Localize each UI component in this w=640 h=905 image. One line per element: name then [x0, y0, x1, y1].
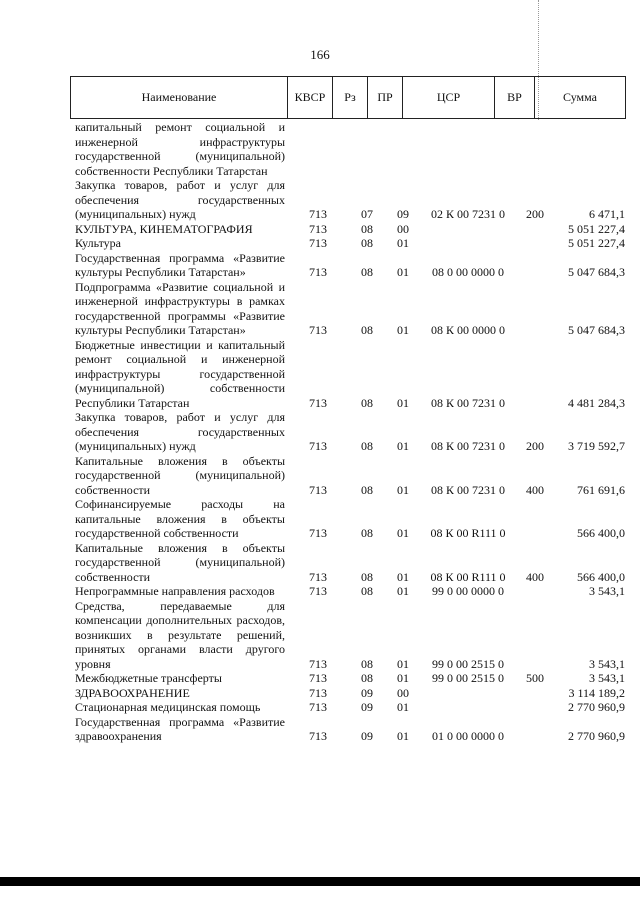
cell-rz: 09 [361, 685, 373, 700]
cell-name: Культура [75, 236, 121, 250]
cell-csr: 01 0 00 0000 0 [432, 729, 504, 743]
cell-name: Закупка товаров, работ и услуг для обеспечения государственных (муниципальных) нужд [75, 178, 285, 221]
cell-rz: 08 [361, 569, 373, 584]
table-row [75, 686, 625, 701]
cell-name: Непрограммные направления расходов [75, 584, 275, 598]
cell-csr: 08 К 00 7231 0 [430, 395, 505, 410]
cell-sum: 566 400,0 [577, 569, 625, 584]
cell-kvsr: 713 [309, 221, 327, 236]
cell-sum: 761 691,6 [577, 482, 625, 497]
cell-pr: 01 [397, 265, 409, 279]
table-row [75, 541, 625, 585]
table-row [75, 338, 625, 411]
cell-vr: 200 [526, 207, 544, 221]
cell-name: капитальный ремонт социальной и инженерной инфраструктуры государственной (муниципальной) собственности Республики Татарстан [75, 120, 285, 178]
table-row [75, 584, 625, 599]
cell-kvsr: 713 [309, 439, 327, 453]
cell-rz: 07 [361, 207, 373, 221]
table-row [75, 410, 625, 454]
header-sum: Сумма [563, 90, 597, 104]
cell-name: Государственная программа «Развитие здравоохранения [75, 714, 285, 743]
cell-kvsr: 713 [309, 729, 327, 743]
cell-rz: 08 [361, 482, 373, 497]
cell-name: Межбюджетные трансферты [75, 671, 222, 685]
header-rz: Рз [333, 77, 368, 118]
cell-pr: 01 [397, 656, 409, 671]
cell-vr: 400 [526, 569, 544, 584]
cell-sum: 566 400,0 [577, 526, 625, 540]
scan-bottom-border [0, 877, 640, 886]
cell-rz: 09 [361, 729, 373, 743]
cell-pr: 01 [397, 395, 409, 410]
cell-rz: 08 [361, 221, 373, 236]
cell-csr: 99 0 00 2515 0 [432, 656, 504, 671]
cell-kvsr: 713 [309, 584, 327, 598]
cell-rz: 09 [361, 700, 373, 714]
cell-kvsr: 713 [309, 700, 327, 714]
cell-sum: 6 471,1 [589, 207, 625, 221]
cell-rz: 08 [361, 265, 373, 279]
table-row [75, 236, 625, 251]
table-row [75, 715, 625, 744]
cell-sum: 3 543,1 [589, 656, 625, 671]
cell-name: Государственная программа «Развитие культуры Республики Татарстан» [75, 250, 285, 279]
cell-pr: 09 [397, 207, 409, 221]
cell-vr: 500 [526, 671, 544, 685]
cell-name: Бюджетные инвестиции и капитальный ремонт социальной и инженерной инфраструктуры государственной (муниципальной) собственности Республики Татарстан [75, 337, 285, 410]
cell-csr: 08 К 00 R111 0 [430, 569, 506, 584]
cell-vr: 400 [526, 482, 544, 497]
cell-name: ЗДРАВООХРАНЕНИЕ [75, 685, 190, 700]
cell-pr: 01 [397, 700, 409, 714]
cell-sum: 5 051 227,4 [568, 221, 625, 236]
cell-csr: 08 К 00 0000 0 [430, 323, 505, 337]
table-header [70, 76, 626, 119]
table-row [75, 454, 625, 498]
cell-sum: 3 543,1 [589, 584, 625, 598]
table-row [75, 251, 625, 280]
cell-csr: 99 0 00 0000 0 [432, 584, 504, 598]
table-row [75, 280, 625, 338]
cell-name: Подпрограмма «Развитие социальной и инженерной инфраструктуры в рамках государственной программы «Развитие культуры Республики Татарстан» [75, 279, 285, 337]
cell-kvsr: 713 [309, 526, 327, 540]
table-row [75, 120, 625, 178]
table-row [75, 599, 625, 672]
cell-name: Средства, передаваемые для компенсации дополнительных расходов, возникших в результате решений, принятых органами власти другого уровня [75, 598, 285, 671]
cell-rz: 08 [361, 323, 373, 337]
cell-pr: 01 [397, 323, 409, 337]
table-row [75, 497, 625, 541]
cell-sum: 5 047 684,3 [568, 265, 625, 279]
cell-kvsr: 713 [309, 685, 327, 700]
cell-csr: 08 К 00 7231 0 [430, 482, 505, 497]
header-csr: ЦСР [403, 77, 495, 118]
cell-name: КУЛЬТУРА, КИНЕМАТОГРАФИЯ [75, 221, 253, 236]
cell-name: Капитальные вложения в объекты государственной (муниципальной) собственности [75, 540, 285, 584]
cell-pr: 01 [397, 526, 409, 540]
cell-rz: 08 [361, 526, 373, 540]
table-body [75, 120, 625, 744]
cell-kvsr: 713 [309, 323, 327, 337]
cell-sum: 3 719 592,7 [568, 439, 625, 453]
cell-rz: 08 [361, 439, 373, 453]
cell-csr: 08 К 00 R111 0 [430, 526, 506, 540]
cell-csr: 08 К 00 7231 0 [430, 439, 505, 453]
cell-pr: 01 [397, 236, 409, 250]
cell-rz: 08 [361, 584, 373, 598]
cell-kvsr: 713 [309, 671, 327, 685]
table-row [75, 671, 625, 686]
cell-pr: 01 [397, 729, 409, 743]
cell-pr: 01 [397, 671, 409, 685]
cell-name: Капитальные вложения в объекты государственной (муниципальной) собственности [75, 453, 285, 497]
cell-sum: 2 770 960,9 [568, 700, 625, 714]
header-pr: ПР [368, 77, 403, 118]
header-vr: ВР [495, 77, 535, 118]
cell-rz: 08 [361, 236, 373, 250]
table-row [75, 700, 625, 715]
cell-pr: 01 [397, 439, 409, 453]
header-kvsr: КВСР [288, 77, 333, 118]
cell-pr: 00 [397, 685, 409, 700]
cell-name: Софинансируемые расходы на капитальные вложения в объекты государственной собственности [75, 497, 285, 540]
cell-csr: 02 К 00 7231 0 [430, 207, 505, 221]
cell-sum: 5 047 684,3 [568, 323, 625, 337]
cell-rz: 08 [361, 656, 373, 671]
cell-pr: 01 [397, 482, 409, 497]
cell-csr: 08 0 00 0000 0 [432, 265, 504, 279]
cell-pr: 00 [397, 221, 409, 236]
page-number: 166 [310, 47, 330, 62]
cell-pr: 01 [397, 584, 409, 598]
cell-rz: 08 [361, 671, 373, 685]
cell-sum: 5 051 227,4 [568, 236, 625, 250]
header-name: Наименование [71, 77, 288, 118]
cell-kvsr: 713 [309, 656, 327, 671]
cell-sum: 3 543,1 [589, 671, 625, 685]
cell-kvsr: 713 [309, 236, 327, 250]
cell-kvsr: 713 [309, 395, 327, 410]
cell-sum: 4 481 284,3 [568, 395, 625, 410]
cell-kvsr: 713 [309, 207, 327, 221]
cell-pr: 01 [397, 569, 409, 584]
cell-name: Стационарная медицинская помощь [75, 700, 261, 714]
table-row [75, 222, 625, 237]
table-row [75, 178, 625, 222]
cell-kvsr: 713 [309, 265, 327, 279]
cell-kvsr: 713 [309, 569, 327, 584]
cell-name: Закупка товаров, работ и услуг для обеспечения государственных (муниципальных) нужд [75, 410, 285, 453]
cell-kvsr: 713 [309, 482, 327, 497]
cell-csr: 99 0 00 2515 0 [432, 671, 504, 685]
cell-rz: 08 [361, 395, 373, 410]
cell-vr: 200 [526, 439, 544, 453]
cell-sum: 2 770 960,9 [568, 729, 625, 743]
cell-sum: 3 114 189,2 [568, 685, 625, 700]
